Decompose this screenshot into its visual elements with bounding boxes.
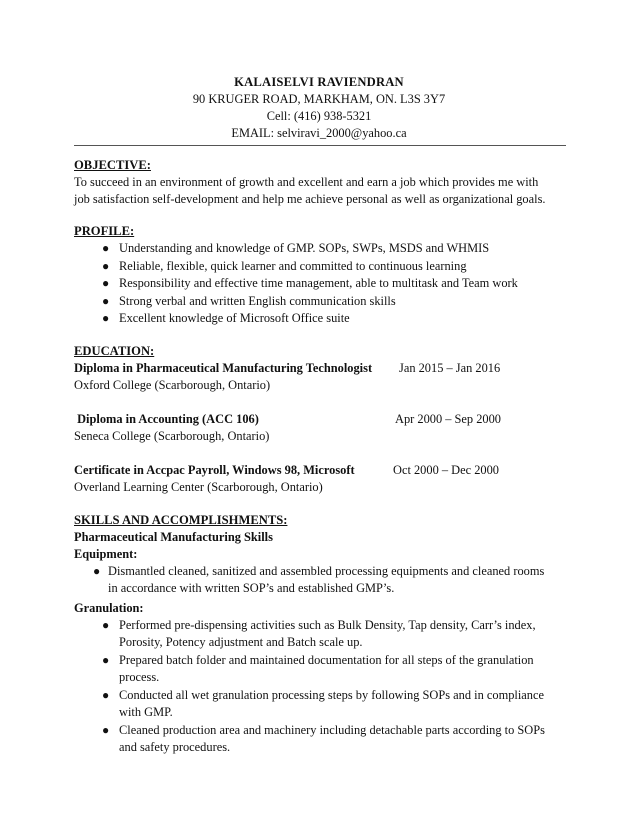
phone-line: Cell: (416) 938-5321 [266, 109, 372, 123]
granulation-item-line-1: Prepared batch folder and maintained documentation for all steps of the granulation [119, 652, 534, 667]
list-item [74, 310, 566, 328]
education-school: Overland Learning Center (Scarborough, Ontario) [74, 479, 323, 494]
list-item [74, 652, 566, 687]
list-item [74, 293, 566, 311]
granulation-item-line-2: process. [119, 670, 160, 684]
granulation-item-line-1: Conducted all wet granulation processing steps by following SOPs and in compliance [119, 687, 544, 702]
objective-text-line-1: To succeed in an environment of growth and excellent and earn a job which provides me with [74, 175, 539, 189]
education-entry-title-row [74, 411, 566, 428]
candidate-name: KALAISELVI RAVIENDRAN [234, 75, 404, 89]
bullet-icon: ● [102, 617, 110, 632]
bullet-icon: ● [102, 652, 110, 667]
objective-heading: OBJECTIVE: [74, 158, 151, 172]
education-school: Oxford College (Scarborough, Ontario) [74, 377, 271, 392]
list-item [74, 258, 566, 276]
granulation-label: Granulation: [74, 600, 144, 615]
education-title: Diploma in Accounting (ACC 106) [74, 411, 259, 426]
bullet-icon: ● [93, 563, 101, 578]
education-dates: Apr 2000 – Sep 2000 [395, 411, 502, 426]
address-line: 90 KRUGER ROAD, MARKHAM, ON. L3S 3Y7 [192, 92, 446, 106]
education-entry-title-row [74, 462, 566, 479]
list-item [74, 275, 566, 293]
education-title: Diploma in Pharmaceutical Manufacturing Technologist [74, 360, 373, 375]
header-divider [74, 145, 566, 146]
profile-item-text: Understanding and knowledge of GMP. SOPs, SWPs, MSDS and WHMIS [119, 241, 490, 255]
granulation-item-line-1: Cleaned production area and machinery including detachable parts according to SOPs [119, 722, 545, 737]
resume-header [0, 74, 638, 142]
education-entry-title-row [74, 360, 566, 377]
list-item [74, 617, 566, 652]
bullet-icon: ● [102, 311, 110, 325]
list-item [74, 722, 566, 757]
list-item [74, 563, 566, 598]
list-item [74, 687, 566, 722]
profile-item-text: Excellent knowledge of Microsoft Office suite [119, 311, 350, 325]
equipment-item-line-1: Dismantled cleaned, sanitized and assembled processing equipments and cleaned rooms [108, 563, 545, 578]
objective-text-line-2: job satisfaction self-development and help me achieve personal as well as organizational goals. [74, 192, 546, 206]
granulation-list [74, 617, 566, 757]
education-school: Seneca College (Scarborough, Ontario) [74, 428, 270, 443]
skills-subheading: Pharmaceutical Manufacturing Skills [74, 529, 273, 544]
profile-list [74, 240, 566, 328]
equipment-list [74, 563, 566, 598]
bullet-icon: ● [102, 687, 110, 702]
granulation-item-line-2: and safety procedures. [119, 740, 231, 754]
education-dates: Oct 2000 – Dec 2000 [393, 462, 499, 477]
education-dates: Jan 2015 – Jan 2016 [399, 360, 501, 375]
granulation-item-line-2: with GMP. [119, 705, 173, 719]
bullet-icon: ● [102, 258, 110, 273]
granulation-item-line-1: Performed pre-dispensing activities such as Bulk Density, Tap density, Carr’s index, [119, 617, 536, 632]
bullet-icon: ● [102, 293, 110, 308]
skills-heading: SKILLS AND ACCOMPLISHMENTS: [74, 512, 288, 527]
profile-heading: PROFILE: [74, 224, 135, 238]
granulation-item-line-2: Porosity, Potency adjustment and Batch scale up. [119, 635, 363, 649]
profile-item-text: Strong verbal and written English communication skills [119, 293, 396, 308]
equipment-item-line-2: in accordance with written SOP’s and established GMP’s. [108, 581, 395, 595]
bullet-icon: ● [102, 241, 110, 255]
profile-item-text: Reliable, flexible, quick learner and committed to continuous learning [119, 258, 467, 273]
bullet-icon: ● [102, 722, 110, 737]
equipment-label: Equipment: [74, 546, 138, 561]
bullet-icon: ● [102, 276, 110, 290]
list-item [74, 240, 566, 258]
profile-item-text: Responsibility and effective time management, able to multitask and Team work [119, 276, 518, 290]
education-heading: EDUCATION: [74, 343, 155, 358]
email-line: EMAIL: selviravi_2000@yahoo.ca [231, 126, 407, 140]
resume-body [74, 157, 566, 757]
education-title: Certificate in Accpac Payroll, Windows 98, Microsoft [74, 462, 355, 477]
